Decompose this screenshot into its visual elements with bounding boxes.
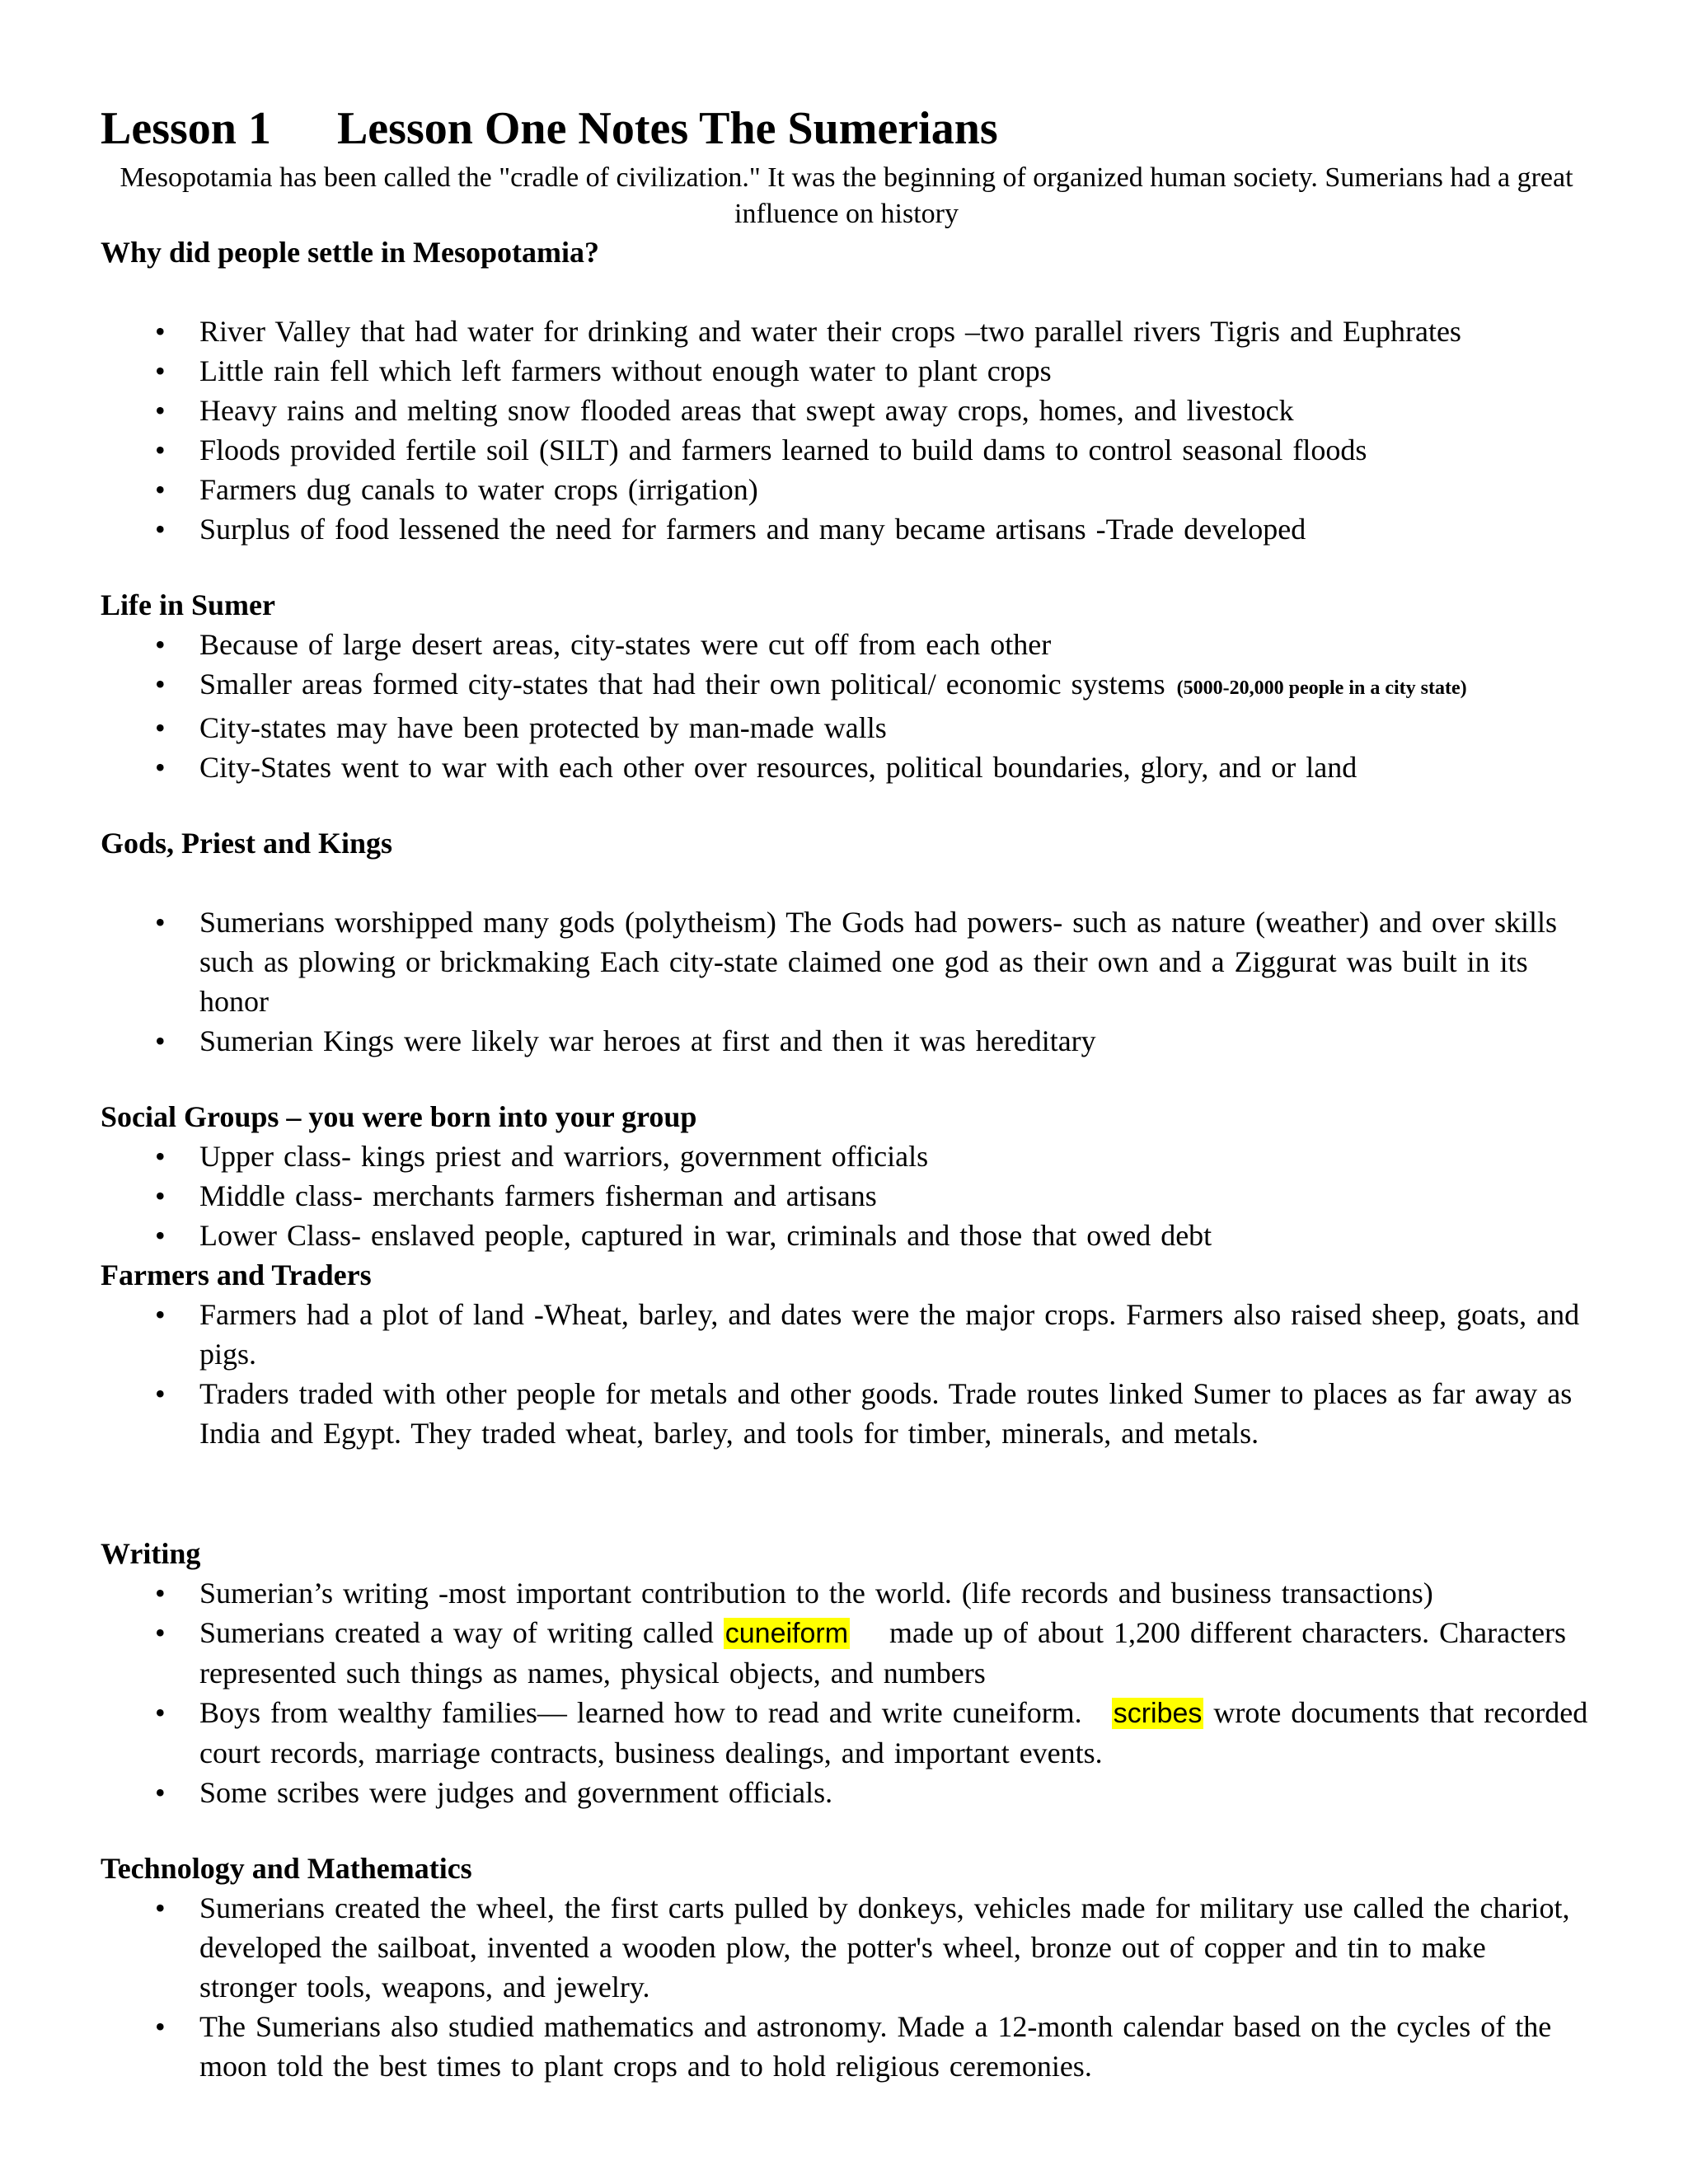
list-item: • Farmers had a plot of land -Wheat, barley, and dates were the major crops. Farmers also raised sheep, goats, and pigs. [101,1295,1592,1374]
social-list [101,1137,1592,1255]
list-item: • Heavy rains and melting snow flooded areas that swept away crops, homes, and livestock [101,391,1592,430]
list-item: • Sumerian Kings were likely war heroes at first and then it was hereditary [101,1021,1592,1061]
list-item: • Middle class- merchants farmers fisherman and artisans [101,1176,1592,1216]
list-item: • Traders traded with other people for metals and other goods. Trade routes linked Sumer to places as far away as India and Egypt. They traded wheat, barley, and tools for timber, minerals, and metals. [101,1374,1592,1453]
highlight-cuneiform: cuneiform [724,1618,849,1649]
list-item-text: Sumerians created a way of writing called [199,1616,724,1649]
list-item: • Sumerians created the wheel, the first carts pulled by donkeys, vehicles made for military use called the chariot, developed the sailboat, invented a wooden plow, the potter's wheel, bronze out of copper and tin to make stronger tools, weapons, and jewelry. [101,1888,1592,2007]
list-item-text: Boys from wealthy families— learned how to read and write cuneiform. [199,1696,1082,1729]
list-item: • The Sumerians also studied mathematics and astronomy. Made a 12-month calendar based on the cycles of the moon told the best times to plant crops and to hold religious ceremonies. [101,2007,1592,2086]
list-item: • Floods provided fertile soil (SILT) and farmers learned to build dams to control seasonal floods [101,430,1592,470]
list-item [101,1693,1592,1773]
settle-list [101,312,1592,549]
section-heading-writing: Writing [101,1537,201,1570]
list-item: • Surplus of food lessened the need for farmers and many became artisans -Trade developed [101,509,1592,549]
list-item: • Because of large desert areas, city-states were cut off from each other [101,625,1592,664]
lesson-number: Lesson 1 [101,103,271,154]
tech-list [101,1888,1592,2086]
list-item: • Sumerian’s writing -most important contribution to the world. (life records and business transactions) [101,1573,1592,1613]
highlight-scribes: scribes [1113,1698,1203,1729]
list-item: • Farmers dug canals to water crops (irrigation) [101,470,1592,509]
list-item [101,664,1592,708]
notes-page [101,97,1592,2086]
section-heading-life: Life in Sumer [101,588,275,621]
list-item: • Some scribes were judges and government officials. [101,1773,1592,1812]
intro-paragraph: Mesopotamia has been called the "cradle of civilization." It was the beginning of organized human society. Sumerians had a great influence on history [120,162,1573,229]
lesson-title: Lesson One Notes The Sumerians [336,103,998,154]
list-item: • Little rain fell which left farmers without enough water to plant crops [101,351,1592,391]
list-item: • Lower Class- enslaved people, captured in war, criminals and those that owed debt [101,1216,1592,1255]
gods-list [101,902,1592,1061]
list-item-text: made up of about 1,200 different characters. Characters represented such things as names, physical objects, and numbers [199,1616,1567,1690]
life-list [101,625,1592,787]
section-heading-gods: Gods, Priest and Kings [101,827,393,860]
list-item: • City-States went to war with each other over resources, political boundaries, glory, and or land [101,748,1592,787]
list-item: • City-states may have been protected by man-made walls [101,708,1592,748]
list-item-text: Smaller areas formed city-states that had their own political/ economic systems [199,668,1165,701]
list-item [101,1613,1592,1693]
section-heading-farmers: Farmers and Traders [101,1258,372,1291]
writing-list [101,1573,1592,1812]
list-item: • River Valley that had water for drinking and water their crops –two parallel rivers Tigris and Euphrates [101,312,1592,351]
section-heading-tech: Technology and Mathematics [101,1852,472,1885]
list-item: • Sumerians worshipped many gods (polytheism) The Gods had powers- such as nature (weather) and over skills such as plowing or brickmaking Each city-state claimed one god as their own and a Ziggurat was built in its honor [101,902,1592,1021]
list-item-text: wrote documents that recorded court records, marriage contracts, business dealings, and important events. [199,1696,1588,1769]
farmers-list [101,1295,1592,1453]
page-title [101,97,1592,160]
list-item: • Upper class- kings priest and warriors, government officials [101,1137,1592,1176]
population-note: (5000-20,000 people in a city state) [1176,677,1467,699]
section-heading-settle: Why did people settle in Mesopotamia? [101,236,600,269]
section-heading-social: Social Groups – you were born into your group [101,1100,697,1133]
